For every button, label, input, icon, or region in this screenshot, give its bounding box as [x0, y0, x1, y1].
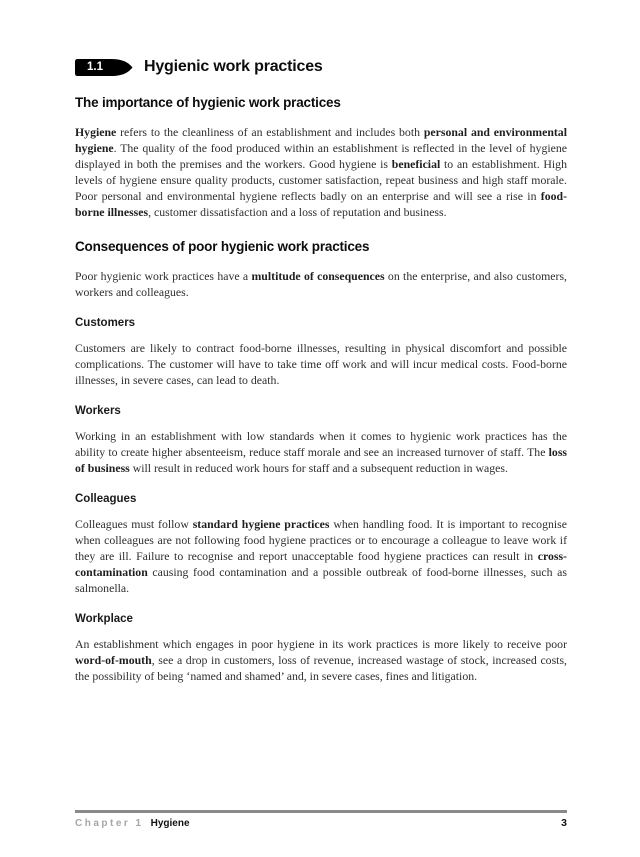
subsection-heading: Colleagues — [75, 493, 137, 505]
footer-chapter-name: Hygiene — [150, 818, 190, 829]
body-paragraph — [75, 516, 567, 596]
subsection-heading: Customers — [75, 317, 136, 329]
bold-text-run: Hygiene — [75, 125, 117, 139]
page-content-column — [75, 58, 567, 684]
section-heading: Consequences of poor hygienic work practices — [75, 239, 370, 254]
body-paragraph — [75, 340, 567, 388]
text-run: when handling food. It is important to recognise when colleagues are not following food hygiene practices or to encourage a colleague to leave work if they are ill. Failure to recognise and report unacceptable food hygiene practices can result in — [75, 517, 567, 563]
bold-text-run: word-of-mouth — [75, 653, 152, 667]
body-paragraph — [75, 268, 567, 300]
text-run: , customer dissatisfaction and a loss of reputation and business. — [148, 205, 447, 219]
text-run: refers to the cleanliness of an establishment and includes both — [116, 125, 424, 139]
page-footer — [75, 810, 567, 829]
text-run: An establishment which engages in poor hygiene in its work practices is more likely to receive poor — [75, 637, 567, 651]
bold-text-run: cross-contamination — [75, 549, 567, 579]
footer-chapter-label: Chapter 1 — [75, 818, 144, 829]
bold-text-run: beneficial — [391, 157, 441, 171]
document-body — [75, 95, 567, 684]
footer-rule — [75, 810, 567, 813]
text-run: Poor hygienic work practices have a — [75, 269, 252, 283]
bold-text-run: standard hygiene practices — [192, 517, 330, 531]
subsection-heading: Workers — [75, 405, 121, 417]
footer-row — [75, 817, 567, 829]
text-run: Working in an establishment with low standards when it comes to hygienic work practices has the ability to create higher absenteeism, reduce staff morale and see an increased turnover of staff. The — [75, 429, 567, 459]
text-run: Customers are likely to contract food-borne illnesses, resulting in physical discomfort and possible complications. The customer will have to take time off work and will incur medical costs. Food-borne illnesses, in severe cases, can lead to death. — [75, 341, 567, 387]
text-run: will result in reduced work hours for staff and a subsequent reduction in wages. — [129, 461, 508, 475]
text-run: on the enterprise, and also customers, workers and colleagues. — [75, 269, 567, 299]
subsection-heading: Workplace — [75, 613, 133, 625]
text-run: . The quality of the food produced within an establishment is reflected in the level of hygiene displayed in both the premises and the workers. Good hygiene is — [75, 141, 567, 171]
bold-text-run: personal and environmental hygiene — [75, 125, 567, 155]
bold-text-run: loss of business — [75, 445, 567, 475]
bold-text-run: food-borne illnesses — [75, 189, 567, 219]
text-run: causing food contamination and a possible outbreak of food-borne illnesses, such as salmonella. — [75, 565, 567, 595]
body-paragraph — [75, 428, 567, 476]
section-number-badge — [75, 59, 133, 76]
text-run: Colleagues must follow — [75, 517, 193, 531]
section-heading: The importance of hygienic work practices — [75, 95, 341, 110]
bold-text-run: multitude of consequences — [251, 269, 385, 283]
body-paragraph — [75, 636, 567, 684]
text-run: , see a drop in customers, loss of revenue, increased wastage of stock, increased costs, the possibility of being ‘named and shamed’ and, in severe cases, fines and litigation. — [75, 653, 567, 683]
footer-page-number: 3 — [561, 817, 567, 829]
chapter-section-header — [75, 58, 567, 76]
section-number-label: 1.1 — [87, 60, 103, 73]
page-title: Hygienic work practices — [144, 58, 323, 75]
body-paragraph — [75, 124, 567, 220]
text-run: to an establishment. High levels of hygiene ensure quality products, customer satisfaction, repeat business and high staff morale. Poor personal and environmental hygiene reflects badly on an enterprise and will see a rise in — [75, 157, 567, 203]
